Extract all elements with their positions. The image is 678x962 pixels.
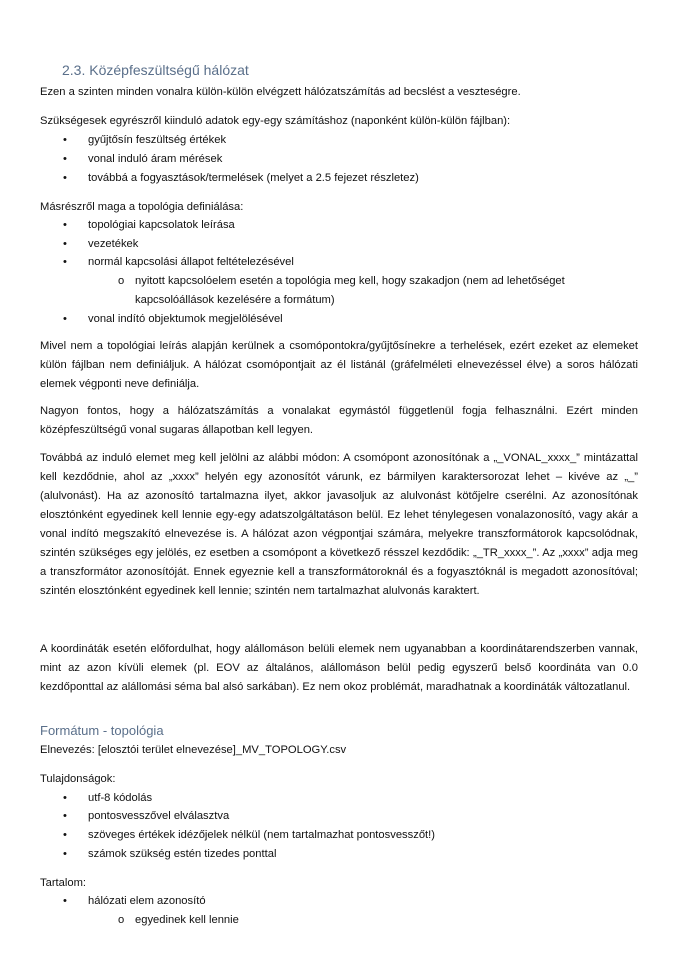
- needs-item: • gyűjtősín feszültség értékek: [88, 131, 226, 150]
- bullet-icon: •: [63, 848, 67, 860]
- bullet-icon: •: [63, 792, 67, 804]
- format-name: Elnevezés: [elosztói terület elnevezése]_MV_TOPOLOGY.csv: [40, 744, 347, 756]
- properties-label: Tulajdonságok:: [40, 773, 116, 785]
- bullet-icon: •: [63, 238, 67, 250]
- paragraph-radial: Nagyon fontos, hogy a hálózatszámítás a vonalakat egymástól függetlenül fogja felhasználni. Ezért minden középfeszültségű vonal sugaras állapotban kell legyen.: [40, 405, 638, 436]
- needs-item: • továbbá a fogyasztások/termelések (melyet a 2.5 fejezet részletez): [88, 169, 419, 188]
- content-label: Tartalom:: [40, 877, 87, 889]
- content-subitem: o egyedinek kell lennie: [135, 911, 239, 930]
- topology-item: • vezetékek: [88, 235, 138, 254]
- property-item: • szöveges értékek idézőjelek nélkül (nem tartalmazhat pontosvesszőt!): [88, 826, 435, 845]
- topology-item: • normál kapcsolási állapot feltételezésével: [88, 253, 294, 272]
- topology-subitem: o nyitott kapcsolóelem esetén a topológia meg kell, hogy szakadjon (nem ad lehetőséget kapcsolóállások kezelésére a formátum): [135, 272, 565, 310]
- bullet-icon: •: [63, 153, 67, 165]
- circle-bullet-icon: o: [118, 275, 125, 287]
- bullet-icon: •: [63, 810, 67, 822]
- paragraph-coordinates: A koordináták esetén előfordulhat, hogy alállomáson belüli elemek nem ugyanabban a koordinátarendszerben vannak, mint az azon kívüli elemek (pl. EOV az általános, alállomáson belül pedig egyszerű belső koordináta van 0.0 kezdőponttal az alállomási séma bal alsó sarkában). Ez nem okoz problémát, maradhatnak a koordináták változatlanul.: [40, 643, 638, 693]
- content-item: • hálózati elem azonosító: [88, 892, 206, 911]
- topology-item: • vonal indító objektumok megjelölésével: [88, 310, 283, 329]
- topology-item: • topológiai kapcsolatok leírása: [88, 216, 235, 235]
- circle-bullet-icon: o: [118, 914, 125, 926]
- bullet-icon: •: [63, 256, 67, 268]
- topology-lead: Másrészről maga a topológia definiálása:: [40, 201, 244, 213]
- bullet-icon: •: [63, 829, 67, 841]
- paragraph-identifiers: Továbbá az induló elemet meg kell jelölni az alábbi módon: A csomópont azonosítónak a „_VONAL_xxxx_” mintázattal kell kezdődnie, ahol az „xxxx” helyén egy azonosítót várunk, ez bármilyen karaktersorozat lehet – kivéve az „_” (alulvonást). Ha az azonosító tartalmazna ilyet, akkor javasoljuk az alulvonást kötőjelre cserélni. Az azonosítónak elosztónként egyedinek kell lennie egy-egy adatszolgáltatáson belül. Ez lehet ténylegesen vonalazonosító, vagy akár a vonal indító megszakító elnevezése is. A hálózat azon végpontjai számára, melyekre transzformátorok kapcsolódnak, szintén szükséges egy jelölés, ez esetben a csomópont a következő résszel kezdődik: „_TR_xxxx_”. Az „xxxx” adja meg a transzformátor azonosítóját. Ennek egyeznie kell a transzformátoroknál és a fogyasztóknál is megadott azonosítóval; szintén elosztónként egyedinek kell lennie; szintén nem tartalmazhat alulvonás karaktert.: [40, 452, 638, 597]
- section-heading: 2.3. Középfeszültségű hálózat: [62, 62, 249, 78]
- property-item: • pontosvesszővel elválasztva: [88, 807, 229, 826]
- property-item: • utf-8 kódolás: [88, 789, 152, 808]
- intro-paragraph: Ezen a szinten minden vonalra külön-külön elvégzett hálózatszámítás ad becslést a veszteségre.: [40, 86, 521, 98]
- bullet-icon: •: [63, 134, 67, 146]
- format-heading: Formátum - topológia: [40, 723, 164, 738]
- bullet-icon: •: [63, 313, 67, 325]
- needs-lead: Szükségesek egyrészről kiinduló adatok egy-egy számításhoz (naponként külön-külön fájlban):: [40, 115, 511, 127]
- bullet-icon: •: [63, 172, 67, 184]
- bullet-icon: •: [63, 895, 67, 907]
- paragraph-nodes: Mivel nem a topológiai leírás alapján kerülnek a csomópontokra/gyűjtősínekre a terhelések, ezért ezeket az elemeket külön fájlban nem definiáljuk. A hálózat csomópontjait az él listánál (gráfelméleti elnevezéssel élve) a soros hálózati elemek végponti neve definiálja.: [40, 340, 638, 390]
- property-item: • számok szükség estén tizedes ponttal: [88, 845, 276, 864]
- needs-item: • vonal induló áram mérések: [88, 150, 222, 169]
- bullet-icon: •: [63, 219, 67, 231]
